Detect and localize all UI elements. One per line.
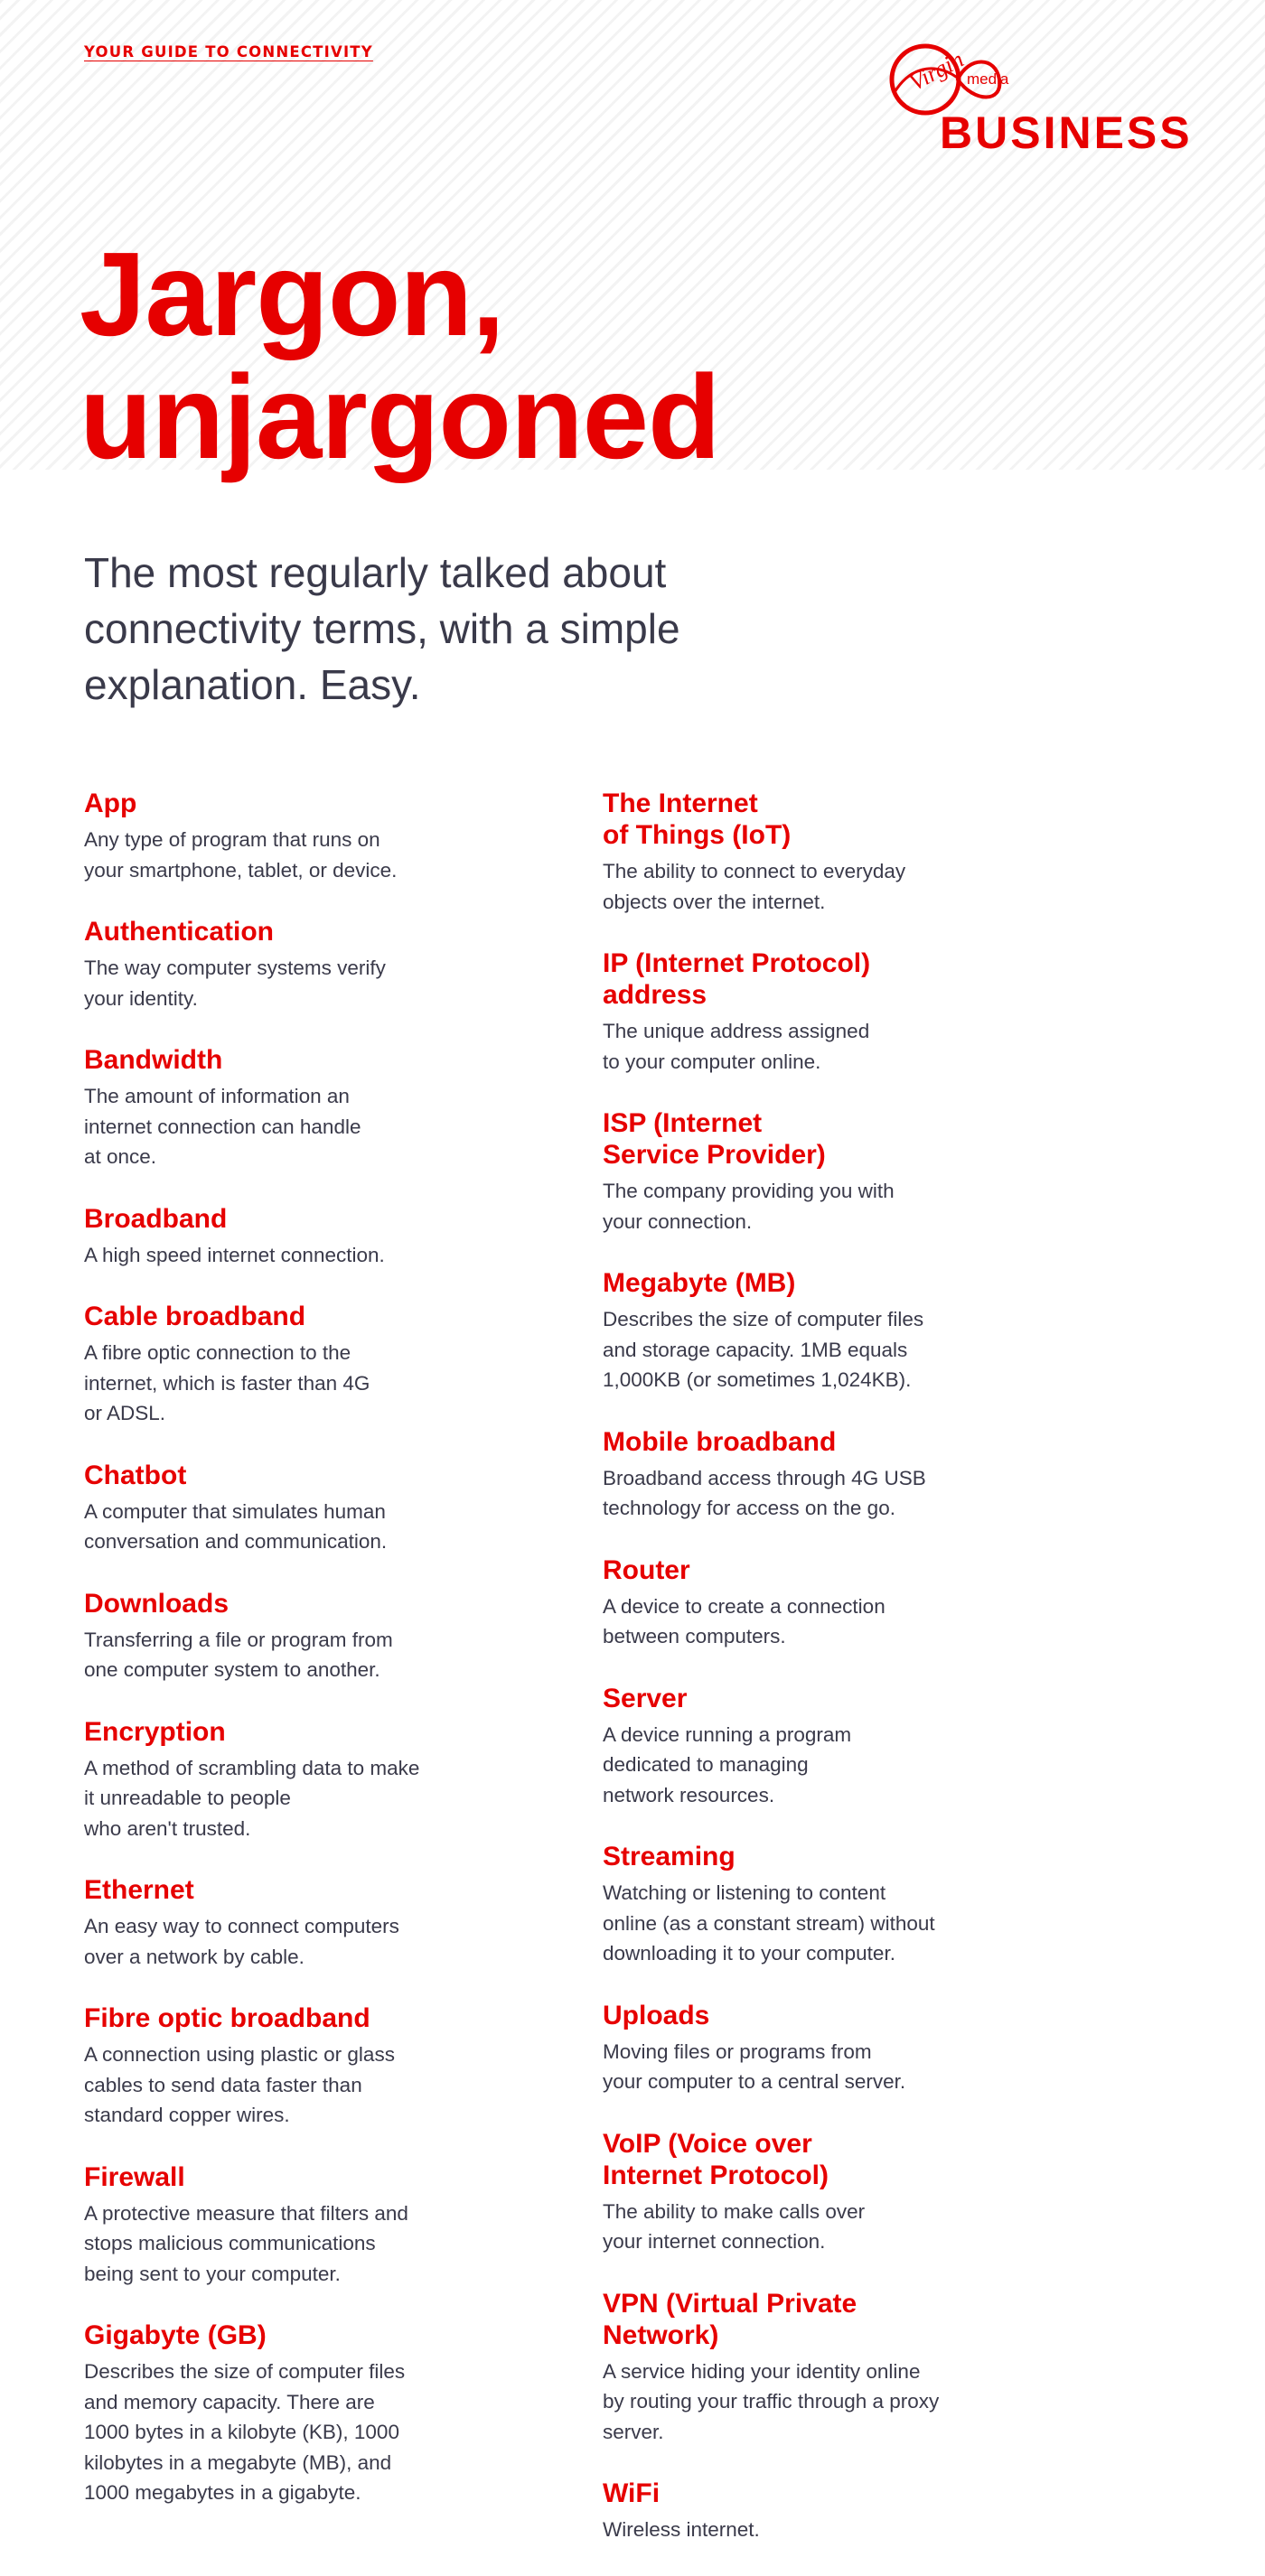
term-title: [84, 1588, 518, 1619]
term-title: [603, 947, 1054, 1011]
term-definition-line: A protective measure that filters and: [84, 2201, 408, 2225]
term-title-line: of Things (IoT): [603, 820, 792, 850]
term-title-line: Firewall: [84, 2161, 185, 2192]
term-title-line: Server: [603, 1683, 688, 1713]
term-title: [603, 1554, 1054, 1586]
term-title-line: Gigabyte (GB): [84, 2320, 267, 2350]
glossary-term: [603, 2478, 1054, 2545]
term-definition-line: A high speed internet connection.: [84, 1243, 385, 1266]
term-definition: [84, 1081, 518, 1172]
business-wordmark: BUSINESS: [940, 107, 1193, 158]
term-title-line: Downloads: [84, 1588, 230, 1619]
term-title-line: ISP (Internet: [603, 1108, 763, 1138]
term-definition-line: dedicated to managing: [603, 1753, 809, 1776]
title-line: unjargoned: [80, 350, 720, 483]
term-title: [603, 2288, 1054, 2351]
term-title-line: Chatbot: [84, 1460, 187, 1490]
term-title-line: Authentication: [84, 917, 274, 947]
term-title: [603, 2000, 1054, 2031]
term-definition-line: The way computer systems verify: [84, 957, 386, 979]
term-definition-line: 1000 megabytes in a gigabyte.: [84, 2481, 361, 2504]
media-wordmark: media: [967, 70, 1009, 88]
glossary-term: [84, 1203, 518, 1271]
term-definition-line: at once.: [84, 1145, 157, 1168]
term-definition-line: over a network by cable.: [84, 1945, 305, 1968]
term-definition: [603, 1016, 1054, 1077]
term-title: [84, 1203, 518, 1235]
term-title-line: Router: [603, 1554, 690, 1585]
glossary-term: [603, 1107, 1054, 1237]
glossary-term: [603, 2288, 1054, 2448]
term-definition-line: A device to create a connection: [603, 1594, 886, 1618]
glossary-term: [603, 2000, 1054, 2097]
term-definition-line: kilobytes in a megabyte (MB), and: [84, 2450, 392, 2474]
term-definition-line: Describes the size of computer files: [603, 1308, 924, 1330]
term-title-line: Service Provider): [603, 1140, 826, 1170]
term-definition-line: your identity.: [84, 986, 198, 1010]
term-title-line: Megabyte (MB): [603, 1268, 796, 1298]
term-definition-line: internet, which is faster than 4G: [84, 1371, 370, 1395]
term-definition-line: your smartphone, tablet, or device.: [84, 858, 398, 882]
intro-line: connectivity terms, with a simple: [84, 605, 680, 652]
term-title-line: Uploads: [603, 2000, 710, 2030]
term-definition: [84, 2039, 518, 2131]
term-definition: [84, 1625, 518, 1685]
term-definition: [84, 1338, 518, 1429]
term-title-line: Mobile broadband: [603, 1426, 837, 1457]
term-definition: [84, 1240, 518, 1271]
page-title: [80, 228, 720, 483]
virgin-media-business-logo[interactable]: [876, 36, 1220, 158]
term-definition: [603, 1176, 1054, 1237]
term-definition-line: The ability to connect to everyday: [603, 860, 906, 882]
glossary-term: [603, 1426, 1054, 1524]
term-definition-line: who aren't trusted.: [84, 1816, 251, 1840]
glossary-term: [84, 788, 518, 885]
glossary-column-right: [603, 788, 1054, 2576]
term-definition: [603, 856, 1054, 917]
term-definition-line: network resources.: [603, 1783, 775, 1806]
term-title: [84, 2161, 518, 2193]
term-definition-line: A computer that simulates human: [84, 1499, 386, 1523]
glossary-term: [603, 1683, 1054, 1811]
glossary-term: [603, 1267, 1054, 1395]
term-definition: [84, 1911, 518, 1972]
term-title-line: Cable broadband: [84, 1302, 306, 1331]
term-definition-line: Watching or listening to content: [603, 1881, 886, 1904]
term-definition-line: internet connection can handle: [84, 1115, 361, 1138]
term-definition: [603, 2515, 1054, 2545]
term-definition-line: Moving files or programs from: [603, 2039, 872, 2063]
term-definition: [603, 2197, 1054, 2257]
glossary-term: [84, 916, 518, 1013]
glossary-term: [603, 1841, 1054, 1969]
term-title: [84, 1874, 518, 1906]
term-title: [603, 2478, 1054, 2509]
term-definition: [603, 1720, 1054, 1811]
term-definition-line: 1,000KB (or sometimes 1,024KB).: [603, 1368, 912, 1391]
glossary-column-left: [84, 788, 518, 2539]
term-title: [603, 1841, 1054, 1872]
glossary-term: [84, 1044, 518, 1172]
term-definition: [84, 2198, 518, 2290]
term-definition-line: server.: [603, 2420, 664, 2443]
term-definition-line: your connection.: [603, 1209, 753, 1233]
term-title-line: IP (Internet Protocol): [603, 948, 871, 978]
guide-link[interactable]: YOUR GUIDE TO CONNECTIVITY: [84, 43, 373, 61]
term-definition-line: 1000 bytes in a kilobyte (KB), 1000: [84, 2421, 399, 2443]
virgin-wordmark: Virgin: [904, 45, 969, 97]
term-title-line: VoIP (Voice over: [603, 2128, 812, 2159]
term-title: [603, 1107, 1054, 1171]
term-definition: [84, 825, 518, 885]
glossary-term: [603, 788, 1054, 917]
term-title: [84, 1044, 518, 1076]
term-title: [84, 1460, 518, 1491]
term-definition-line: one computer system to another.: [84, 1658, 380, 1681]
term-title-line: VPN (Virtual Private: [603, 2288, 857, 2319]
title-line: Jargon,: [80, 228, 504, 360]
term-definition: [603, 1591, 1054, 1652]
term-definition: [84, 1497, 518, 1557]
term-title: [84, 2319, 518, 2351]
glossary-term: [84, 1301, 518, 1429]
term-definition: [603, 1463, 1054, 1524]
term-title-line: address: [603, 980, 707, 1010]
term-definition-line: or ADSL.: [84, 1402, 166, 1424]
term-title-line: Encryption: [84, 1716, 226, 1747]
term-title: [84, 788, 518, 819]
glossary-term: [84, 1460, 518, 1557]
glossary-term: [603, 1554, 1054, 1652]
term-title: [84, 2002, 518, 2034]
term-definition-line: being sent to your computer.: [84, 2262, 341, 2285]
term-definition: [84, 2357, 518, 2508]
term-title: [603, 2128, 1054, 2191]
term-definition-line: between computers.: [603, 1625, 786, 1647]
term-definition-line: Describes the size of computer files: [84, 2360, 406, 2383]
term-definition-line: Transferring a file or program from: [84, 1628, 393, 1651]
term-definition-line: online (as a constant stream) without: [603, 1911, 935, 1935]
term-definition: [603, 2037, 1054, 2097]
term-title: [84, 1716, 518, 1748]
term-definition-line: A connection using plastic or glass: [84, 2043, 395, 2066]
term-title: [84, 1301, 518, 1332]
term-definition-line: your internet connection.: [603, 2230, 826, 2253]
term-title-line: Internet Protocol): [603, 2160, 829, 2190]
term-definition-line: and memory capacity. There are: [84, 2390, 375, 2413]
term-definition-line: A device running a program: [603, 1722, 852, 1746]
glossary-term: [84, 2161, 518, 2290]
term-title-line: Network): [603, 2319, 719, 2350]
term-definition-line: technology for access on the go.: [603, 1497, 895, 1519]
term-title-line: The Internet: [603, 789, 758, 818]
term-title-line: Bandwidth: [84, 1045, 223, 1075]
term-definition-line: The unique address assigned: [603, 1020, 870, 1042]
term-title-line: Broadband: [84, 1203, 228, 1234]
term-definition-line: conversation and communication.: [84, 1530, 388, 1553]
term-title-line: WiFi: [603, 2478, 661, 2508]
glossary-term: [603, 2128, 1054, 2257]
glossary-term: [84, 1874, 518, 1972]
term-definition-line: The ability to make calls over: [603, 2199, 866, 2223]
term-definition: [603, 2357, 1054, 2448]
term-title: [603, 1683, 1054, 1714]
term-title-line: App: [84, 789, 137, 818]
term-definition-line: by routing your traffic through a proxy: [603, 2390, 940, 2413]
term-definition-line: A service hiding your identity online: [603, 2359, 921, 2383]
glossary-term: [84, 2002, 518, 2131]
glossary-term: [603, 947, 1054, 1077]
term-title-line: Fibre optic broadband: [84, 2003, 370, 2033]
term-definition-line: A fibre optic connection to the: [84, 1341, 351, 1364]
term-definition-line: The company providing you with: [603, 1180, 895, 1202]
term-definition: [84, 1753, 518, 1844]
glossary-term: [84, 1716, 518, 1844]
term-definition-line: to your computer online.: [603, 1050, 821, 1073]
term-definition-line: standard copper wires.: [84, 2104, 290, 2126]
term-definition-line: downloading it to your computer.: [603, 1942, 895, 1965]
term-definition: [603, 1304, 1054, 1395]
term-definition-line: your computer to a central server.: [603, 2070, 906, 2093]
term-title: [603, 1426, 1054, 1458]
term-definition: [84, 953, 518, 1013]
term-title: [603, 788, 1054, 851]
term-definition-line: The amount of information an: [84, 1085, 350, 1107]
term-definition-line: An easy way to connect computers: [84, 1915, 399, 1937]
term-definition-line: Wireless internet.: [603, 2518, 760, 2541]
term-definition-line: A method of scrambling data to make: [84, 1756, 420, 1779]
term-definition-line: cables to send data faster than: [84, 2073, 362, 2096]
glossary-term: [84, 1588, 518, 1685]
term-definition-line: stops malicious communications: [84, 2232, 376, 2254]
term-definition-line: Broadband access through 4G USB: [603, 1466, 926, 1489]
term-definition-line: it unreadable to people: [84, 1787, 291, 1809]
term-definition: [603, 1878, 1054, 1969]
term-definition-line: and storage capacity. 1MB equals: [603, 1338, 908, 1361]
glossary-term: [84, 2319, 518, 2508]
intro-line: The most regularly talked about: [84, 549, 667, 596]
term-title: [84, 916, 518, 947]
term-definition-line: Any type of program that runs on: [84, 828, 380, 851]
term-title-line: Streaming: [603, 1842, 736, 1871]
intro-text: [84, 545, 825, 713]
intro-line: explanation. Easy.: [84, 661, 421, 708]
term-definition-line: objects over the internet.: [603, 890, 826, 913]
term-title-line: Ethernet: [84, 1875, 194, 1905]
term-title: [603, 1267, 1054, 1299]
